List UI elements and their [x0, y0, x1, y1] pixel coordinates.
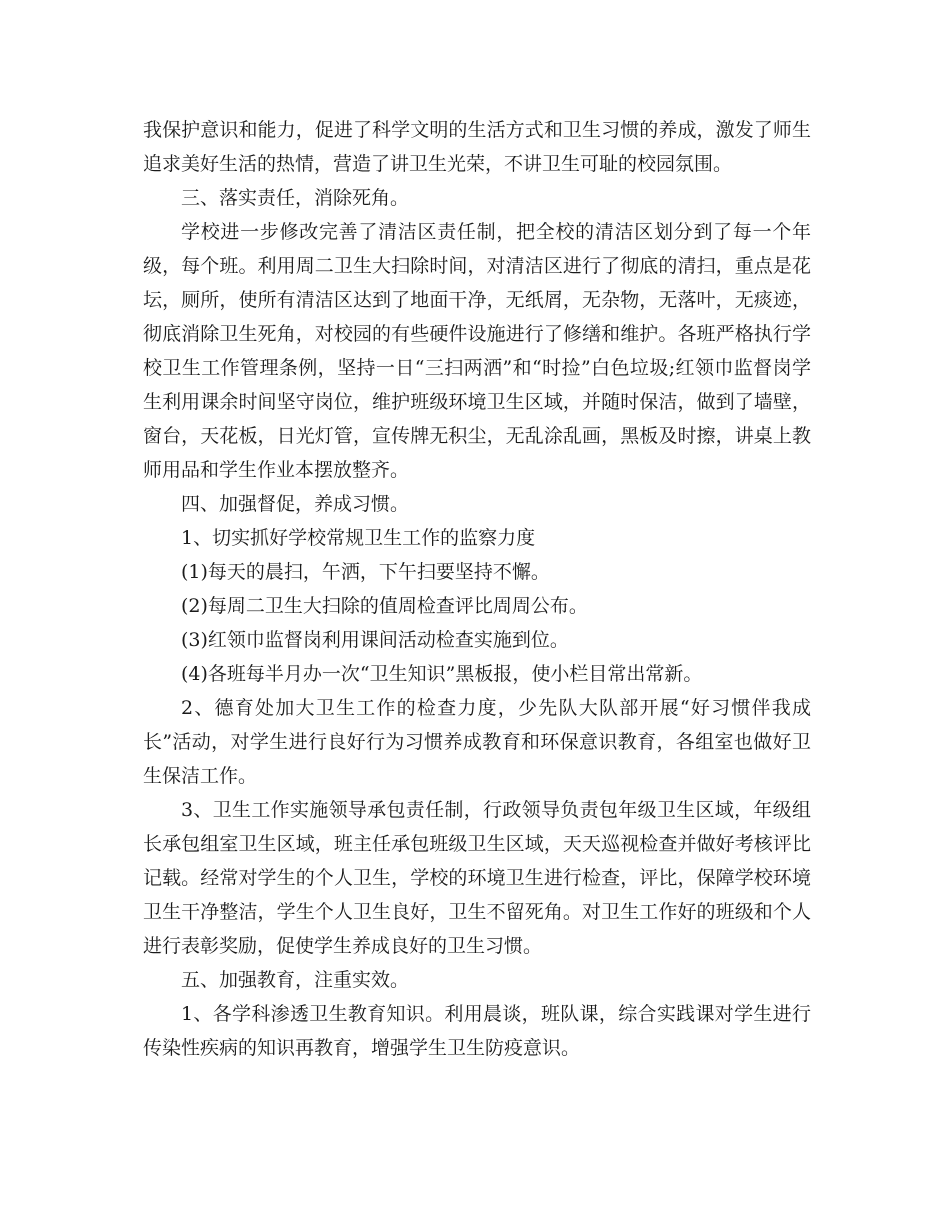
section-heading-4: 四、加强督促，养成习惯。 — [181, 493, 410, 515]
document-body — [143, 113, 811, 1065]
list-item-3: 3、卫生工作实施领导承包责任制，行政领导负责包年级卫生区域，年级组长承包组室卫生区域，班主任承包班级卫生区域，天天巡视检查并做好考核评比记载。经常对学生的个人卫生，学校的环境卫生进行检查，评比，保障学校环境卫生干净整洁，学生个人卫生良好，卫生不留死角。对卫生工作好的班级和个人进行表彰奖励，促使学生养成良好的卫生习惯。 — [143, 799, 811, 957]
list-item-5-1: 1、各学科渗透卫生教育知识。利用晨谈，班队课，综合实践课对学生进行传染性疾病的知识再教育，增强学生卫生防疫意识。 — [143, 1003, 811, 1059]
paragraph-cleaning-responsibility: 学校进一步修改完善了清洁区责任制，把全校的清洁区划分到了每一个年级，每个班。利用周二卫生大扫除时间，对清洁区进行了彻底的清扫，重点是花坛，厕所，使所有清洁区达到了地面干净，无纸屑，无杂物，无落叶，无痰迹，彻底消除卫生死角，对校园的有些硬件设施进行了修缮和维护。各班严格执行学校卫生工作管理条例，坚持一日“三扫两洒”和“时捡”白色垃圾;红领巾监督岗学生利用课余时间坚守岗位，维护班级环境卫生区域，并随时保洁，做到了墙壁，窗台，天花板，日光灯管，宣传牌无积尘，无乱涂乱画，黑板及时擦，讲桌上教师用品和学生作业本摆放整齐。 — [143, 221, 811, 481]
section-heading-5: 五、加强教育，注重实效。 — [181, 969, 410, 991]
list-item-2: 2、德育处加大卫生工作的检查力度，少先队大队部开展“好习惯伴我成长”活动，对学生进行良好行为习惯养成教育和环保意识教育，各组室也做好卫生保洁工作。 — [143, 697, 811, 787]
sub-item-2: (2)每周二卫生大扫除的值周检查评比周周公布。 — [181, 595, 588, 617]
list-item-1: 1、切实抓好学校常规卫生工作的监察力度 — [181, 527, 536, 549]
sub-item-3: (3)红领巾监督岗利用课间活动检查实施到位。 — [181, 629, 569, 651]
paragraph-continuation: 我保护意识和能力，促进了科学文明的生活方式和卫生习惯的养成，激发了师生追求美好生活的热情，营造了讲卫生光荣，不讲卫生可耻的校园氛围。 — [143, 119, 811, 175]
sub-item-1: (1)每天的晨扫，午洒，下午扫要坚持不懈。 — [181, 561, 550, 583]
section-heading-3: 三、落实责任，消除死角。 — [181, 187, 410, 209]
sub-item-4: (4)各班每半月办一次“卫生知识”黑板报，使小栏目常出常新。 — [181, 663, 703, 685]
